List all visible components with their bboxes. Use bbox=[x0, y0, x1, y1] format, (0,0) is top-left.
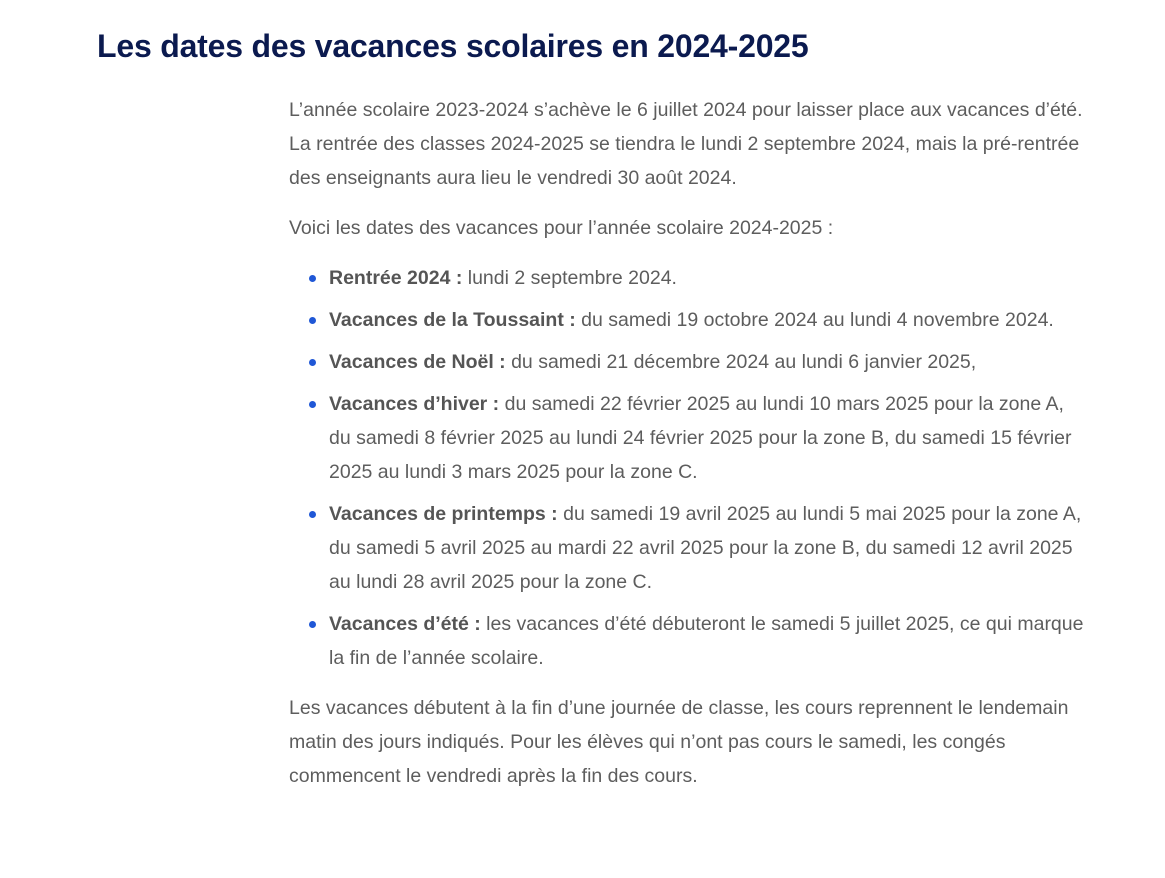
intro-paragraph: L’année scolaire 2023-2024 s’achève le 6 juillet 2024 pour laisser place aux vacances d’été. La rentrée des classes 2024-2025 se tiendra le lundi 2 septembre 2024, mais la pré-rentrée des enseignants aura lieu le vendredi 30 août 2024. bbox=[289, 99, 1083, 189]
holiday-item-hiver bbox=[329, 387, 1089, 489]
holiday-text: du samedi 21 décembre 2024 au lundi 6 janvier 2025, bbox=[505, 351, 977, 373]
holiday-text: lundi 2 septembre 2024. bbox=[462, 267, 677, 289]
article-body bbox=[289, 93, 1089, 809]
bullet-icon bbox=[309, 317, 316, 324]
holiday-label: Rentrée 2024 : bbox=[329, 267, 463, 289]
page-title: Les dates des vacances scolaires en 2024-2025 bbox=[97, 28, 809, 64]
holiday-text: du samedi 19 avril 2025 au lundi 5 mai 2025 pour la zone A, du samedi 5 avril 2025 au mardi 22 avril 2025 pour la zone B, du samedi 12 avril 2025 au lundi 28 avril 2025 pour la zone C. bbox=[329, 503, 1082, 593]
closing-paragraph: Les vacances débutent à la fin d’une journée de classe, les cours reprennent le lendemain matin des jours indiqués. Pour les élèves qui n’ont pas cours le samedi, les congés commencent le vendredi après la fin des cours. bbox=[289, 697, 1069, 787]
list-intro-paragraph: Voici les dates des vacances pour l’année scolaire 2024-2025 : bbox=[289, 217, 834, 239]
holiday-item-noel bbox=[329, 345, 1089, 379]
holiday-list bbox=[289, 261, 1089, 675]
holiday-item-rentree bbox=[329, 261, 1089, 295]
bullet-icon bbox=[309, 359, 316, 366]
bullet-icon bbox=[309, 511, 316, 518]
holiday-text: du samedi 19 octobre 2024 au lundi 4 novembre 2024. bbox=[575, 309, 1054, 331]
holiday-label: Vacances d’été : bbox=[329, 613, 481, 635]
holiday-label: Vacances de Noël : bbox=[329, 351, 506, 373]
bullet-icon bbox=[309, 621, 316, 628]
holiday-text: du samedi 22 février 2025 au lundi 10 mars 2025 pour la zone A, du samedi 8 février 2025 au lundi 24 février 2025 pour la zone B, du samedi 15 février 2025 au lundi 3 mars 2025 pour la zone C. bbox=[329, 393, 1072, 483]
bullet-icon bbox=[309, 275, 316, 282]
holiday-item-ete bbox=[329, 607, 1089, 675]
holiday-label: Vacances d’hiver : bbox=[329, 393, 500, 415]
holiday-text: les vacances d’été débuteront le samedi 5 juillet 2025, ce qui marque la fin de l’année scolaire. bbox=[329, 613, 1084, 669]
holiday-label: Vacances de printemps : bbox=[329, 503, 558, 525]
holiday-item-printemps bbox=[329, 497, 1089, 599]
bullet-icon bbox=[309, 401, 316, 408]
holiday-label: Vacances de la Toussaint : bbox=[329, 309, 576, 331]
holiday-item-toussaint bbox=[329, 303, 1089, 337]
